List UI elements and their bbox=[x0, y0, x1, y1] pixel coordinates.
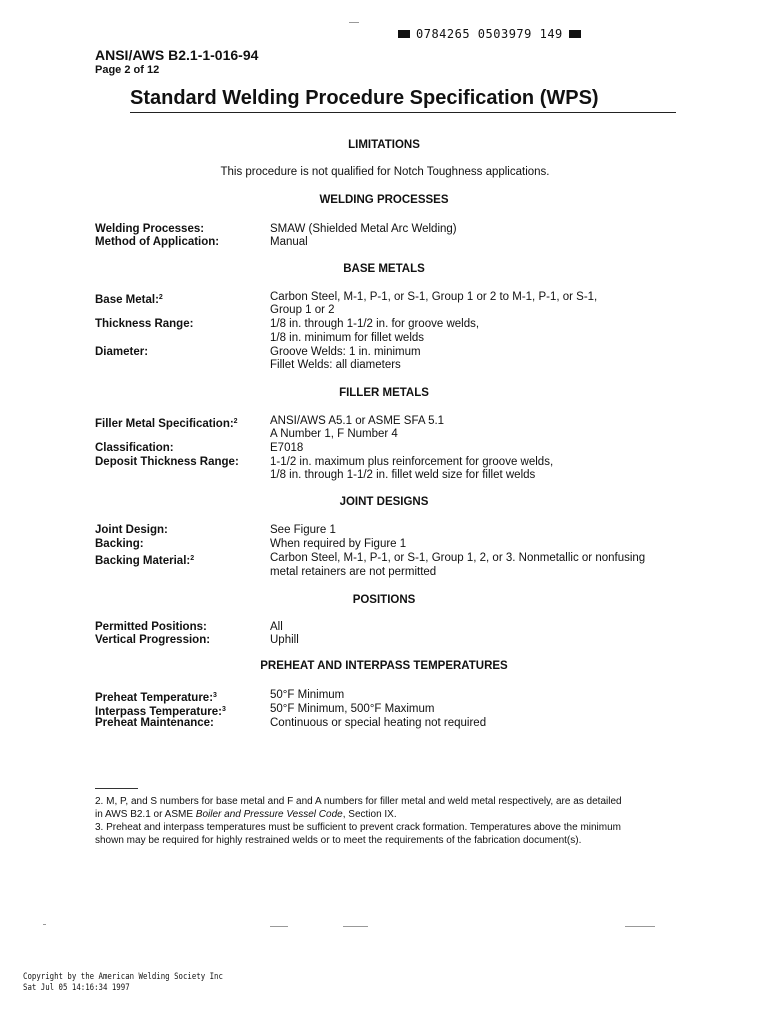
field-value: 1/8 in. through 1-1/2 in. fillet weld size for fillet welds bbox=[270, 469, 536, 481]
field-value: All bbox=[270, 621, 283, 633]
field-label: Deposit Thickness Range: bbox=[95, 456, 239, 468]
field-label: Diameter: bbox=[95, 346, 149, 358]
scan-mark bbox=[270, 926, 288, 927]
timestamp-line: Sat Jul 05 14:16:34 1997 bbox=[23, 983, 130, 993]
field-value: 1-1/2 in. maximum plus reinforcement for groove welds, bbox=[270, 456, 554, 468]
field-label bbox=[95, 291, 163, 308]
footnote-text: , Section IX. bbox=[342, 809, 397, 820]
field-label: Joint Design: bbox=[95, 524, 168, 536]
section-heading-preheat: PREHEAT AND INTERPASS TEMPERATURES bbox=[260, 660, 508, 672]
field-label-text: Backing Material: bbox=[95, 555, 191, 567]
title-rule bbox=[130, 112, 676, 113]
field-label: Backing: bbox=[95, 538, 144, 550]
field-value: When required by Figure 1 bbox=[270, 538, 407, 550]
section-heading-limitations: LIMITATIONS bbox=[348, 139, 420, 151]
field-value: See Figure 1 bbox=[270, 524, 336, 536]
field-value: Uphill bbox=[270, 634, 299, 646]
barcode bbox=[398, 27, 581, 41]
scan-mark bbox=[43, 924, 46, 925]
field-value: 50°F Minimum bbox=[270, 689, 345, 701]
footnote-ref: 2 bbox=[233, 418, 238, 425]
field-value: E7018 bbox=[270, 442, 304, 454]
field-label: Vertical Progression: bbox=[95, 634, 211, 646]
field-value: SMAW (Shielded Metal Arc Welding) bbox=[270, 223, 457, 235]
field-value: A Number 1, F Number 4 bbox=[270, 428, 398, 440]
field-label: Thickness Range: bbox=[95, 318, 194, 330]
field-value: ANSI/AWS A5.1 or ASME SFA 5.1 bbox=[270, 415, 445, 427]
field-label bbox=[95, 552, 194, 569]
document-id: ANSI/AWS B2.1-1-016-94 bbox=[95, 47, 259, 63]
field-value: Carbon Steel, M-1, P-1, or S-1, Group 1, 2, or 3. Nonmetallic or nonfusing bbox=[270, 552, 646, 564]
field-value: metal retainers are not permitted bbox=[270, 566, 437, 578]
footnote-ref: 2 bbox=[158, 294, 163, 301]
field-label: Permitted Positions: bbox=[95, 621, 207, 633]
footnote-italic-title: Boiler and Pressure Vessel Code bbox=[195, 809, 343, 820]
field-label bbox=[95, 415, 238, 432]
scan-mark bbox=[349, 22, 359, 23]
footnote-text: in AWS B2.1 or ASME bbox=[95, 809, 196, 820]
footnote-2-line-2 bbox=[95, 808, 685, 821]
barcode-block-left bbox=[398, 30, 410, 38]
field-value: 50°F Minimum, 500°F Maximum bbox=[270, 703, 435, 715]
page-number: Page 2 of 12 bbox=[95, 64, 160, 76]
field-value: 1/8 in. through 1-1/2 in. for groove welds, bbox=[270, 318, 480, 330]
field-value: Carbon Steel, M-1, P-1, or S-1, Group 1 or 2 to M-1, P-1, or S-1, bbox=[270, 291, 598, 303]
footnote-3-line-1: 3. Preheat and interpass temperatures must be sufficient to prevent crack formation. Temperatures above the minimum bbox=[95, 822, 622, 833]
field-value: Fillet Welds: all diameters bbox=[270, 359, 401, 371]
field-label: Welding Processes: bbox=[95, 223, 205, 235]
copyright-line: Copyright by the American Welding Society Inc bbox=[23, 972, 223, 982]
field-label-text: Preheat Temperature: bbox=[95, 692, 214, 704]
field-value: Manual bbox=[270, 236, 308, 248]
field-value: Groove Welds: 1 in. minimum bbox=[270, 346, 421, 358]
barcode-text: 0784265 0503979 149 bbox=[416, 27, 563, 41]
field-value: Continuous or special heating not required bbox=[270, 717, 487, 729]
footnote-2-line-1: 2. M, P, and S numbers for base metal and F and A numbers for filler metal and weld metal respectively, are as detailed bbox=[95, 796, 622, 807]
page-title: Standard Welding Procedure Specification (WPS) bbox=[130, 87, 599, 109]
field-label-text: Interpass Temperature: bbox=[95, 706, 222, 718]
field-label-text: Filler Metal Specification: bbox=[95, 418, 234, 430]
footnote-rule bbox=[95, 788, 138, 789]
section-heading-filler-metals: FILLER METALS bbox=[339, 387, 429, 399]
section-heading-welding-processes: WELDING PROCESSES bbox=[319, 194, 449, 206]
field-label: Preheat Maintenance: bbox=[95, 717, 214, 729]
field-label: Classification: bbox=[95, 442, 174, 454]
footnote-ref: 3 bbox=[221, 706, 226, 713]
limitations-text: This procedure is not qualified for Notch Toughness applications. bbox=[220, 166, 550, 178]
footnote-3-line-2: shown may be required for highly restrained welds or to meet the requirements of the fabrication document(s). bbox=[95, 835, 582, 846]
scan-mark bbox=[343, 926, 368, 927]
field-value: 1/8 in. minimum for fillet welds bbox=[270, 332, 425, 344]
field-label: Method of Application: bbox=[95, 236, 220, 248]
section-heading-joint-designs: JOINT DESIGNS bbox=[339, 496, 429, 508]
footnote-ref: 3 bbox=[213, 692, 217, 699]
footnote-ref: 2 bbox=[190, 555, 195, 562]
field-label-text: Base Metal: bbox=[95, 294, 159, 306]
field-value: Group 1 or 2 bbox=[270, 304, 335, 316]
scan-mark bbox=[625, 926, 655, 927]
barcode-block-right bbox=[569, 30, 581, 38]
section-heading-base-metals: BASE METALS bbox=[343, 263, 425, 275]
section-heading-positions: POSITIONS bbox=[352, 594, 416, 606]
